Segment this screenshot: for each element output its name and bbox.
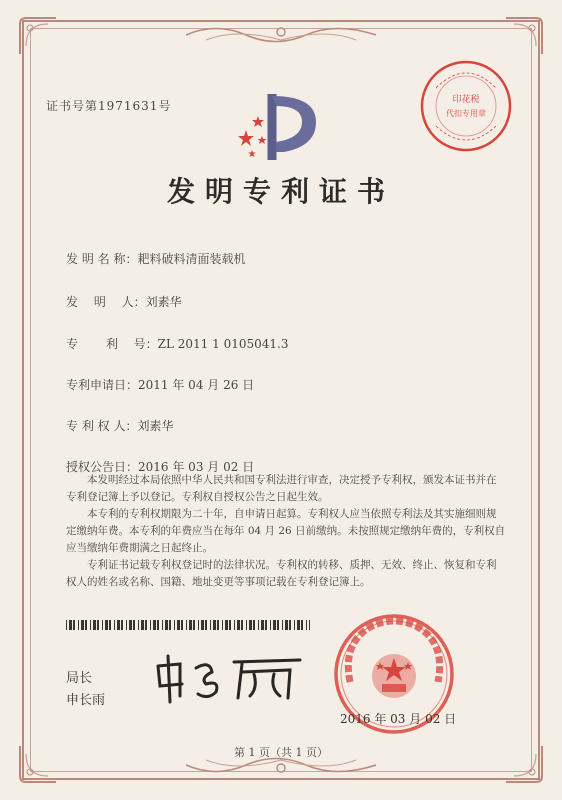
barcode-bar [261,620,264,630]
top-scroll-ornament-icon [186,22,376,48]
barcode-bar [105,620,108,630]
barcode-bar [150,620,151,630]
barcode-bar [121,620,123,630]
certificate-body [66,472,506,591]
barcode-bar [277,620,279,630]
field-value: 2011 年 04 月 26 日 [138,378,255,392]
barcode-bar [186,620,187,630]
barcode-bar [210,620,211,630]
barcode-bar [241,620,243,630]
field-patent-number [66,335,288,352]
svg-text:代扣专用章: 代扣专用章 [446,109,486,118]
barcode-bar [181,620,183,630]
barcode-bar [66,620,67,630]
field-label: 专 利 号： [66,337,158,351]
barcode-bar [273,620,276,630]
barcode-bar [297,620,300,630]
barcode-bar [193,620,195,630]
director-name: 申长雨 [66,693,106,708]
page-number: 第 1 页（共 1 页） [234,746,328,759]
field-label: 发 明 名 称： [66,252,138,266]
barcode-bar [169,620,171,630]
barcode-bar [301,620,303,630]
barcode-bar [249,620,252,630]
barcode-bar [126,620,127,630]
handwritten-signature [150,652,310,704]
tax-seal-stamp-icon [418,58,514,154]
barcode-bar [270,620,271,630]
body-paragraph: 本专利的专利权期限为二十年，自申请日起算。专利权人应当依照专利法及其实施细则规定缴纳年费。本专利的年费应当在每年 04 月 26 日前缴纳。未按照规定缴纳年费的，专利权自应当缴纳年费期满之日起终止。 [66,508,506,554]
barcode-bar [213,620,216,630]
corner-ornament-icon [504,16,544,56]
barcode-bar [198,620,199,630]
barcode-bar [69,620,72,630]
barcode-bar [93,620,96,630]
barcode-bar [138,620,139,630]
barcode-bar [222,620,223,630]
director-block [66,668,105,712]
certificate-title: 发明专利证书 [166,175,395,208]
barcode-bar [306,620,307,630]
barcode-bar [201,620,204,630]
field-value: 耙料破料清面装载机 [137,252,246,266]
barcode-bar [309,620,310,630]
field-value: 刘素华 [145,295,182,309]
barcode-bar [237,620,240,630]
field-label: 发 明 人： [66,295,146,309]
barcode-bar [73,620,75,630]
barcode-bar [165,620,168,630]
barcode-bar [282,620,283,630]
issue-date: 2016 年 03 月 02 日 [340,712,457,726]
barcode-bar [289,620,291,630]
barcode-bar [217,620,219,630]
field-value: 刘素华 [137,419,174,433]
barcode-bar [90,620,91,630]
barcode-bar [234,620,235,630]
barcode-bar [78,620,79,630]
svg-text:印花税: 印花税 [452,95,480,105]
barcode-bar [109,620,111,630]
barcode-bar [133,620,135,630]
barcode-bar [189,620,192,630]
field-application-date [66,376,254,393]
field-patentee [66,417,173,434]
barcode-bar [153,620,156,630]
barcode-bar [157,620,159,630]
barcode-bar [246,620,247,630]
corner-ornament-icon [18,16,58,56]
barcode-bar [205,620,207,630]
field-label: 授权公告日： [66,460,139,474]
barcode-bar [114,620,115,630]
barcode-bar [81,620,84,630]
barcode-bar [102,620,103,630]
field-invention-name [66,250,245,267]
field-value: ZL 2011 1 0105041.3 [157,337,289,351]
patent-office-logo-icon [232,90,324,162]
barcode-bar [129,620,132,630]
director-title: 局长 [66,671,93,686]
barcode-bar [285,620,288,630]
barcode-bar [85,620,87,630]
barcode-bar [117,620,120,630]
barcode-bar [265,620,267,630]
barcode-bar [294,620,295,630]
barcode-bar [141,620,144,630]
certificate-number: 证书号第1971631号 [46,99,172,113]
field-value: 2016 年 03 月 02 日 [138,460,255,474]
barcode-bar [162,620,163,630]
field-label: 专利申请日： [66,378,139,392]
field-inventor [66,293,182,310]
barcode-bar [229,620,231,630]
barcode-bar [225,620,228,630]
barcode-bar [177,620,180,630]
barcode-bar [174,620,175,630]
barcode-bar [97,620,99,630]
barcode-bar [258,620,259,630]
body-paragraph: 专利证书记载专利权登记时的法律状况。专利权的转移、质押、无效、终止、恢复和专利权人的姓名或名称、国籍、地址变更等事项记载在专利登记簿上。 [66,559,497,588]
barcode-bar [253,620,255,630]
body-paragraph: 本发明经过本局依照中华人民共和国专利法进行审查，决定授予专利权，颁发本证书并在专利登记簿上予以登记。专利权自授权公告之日起生效。 [66,474,497,503]
barcode-bar [145,620,147,630]
field-label: 专 利 权 人： [66,419,138,433]
barcode-icon [66,620,310,630]
